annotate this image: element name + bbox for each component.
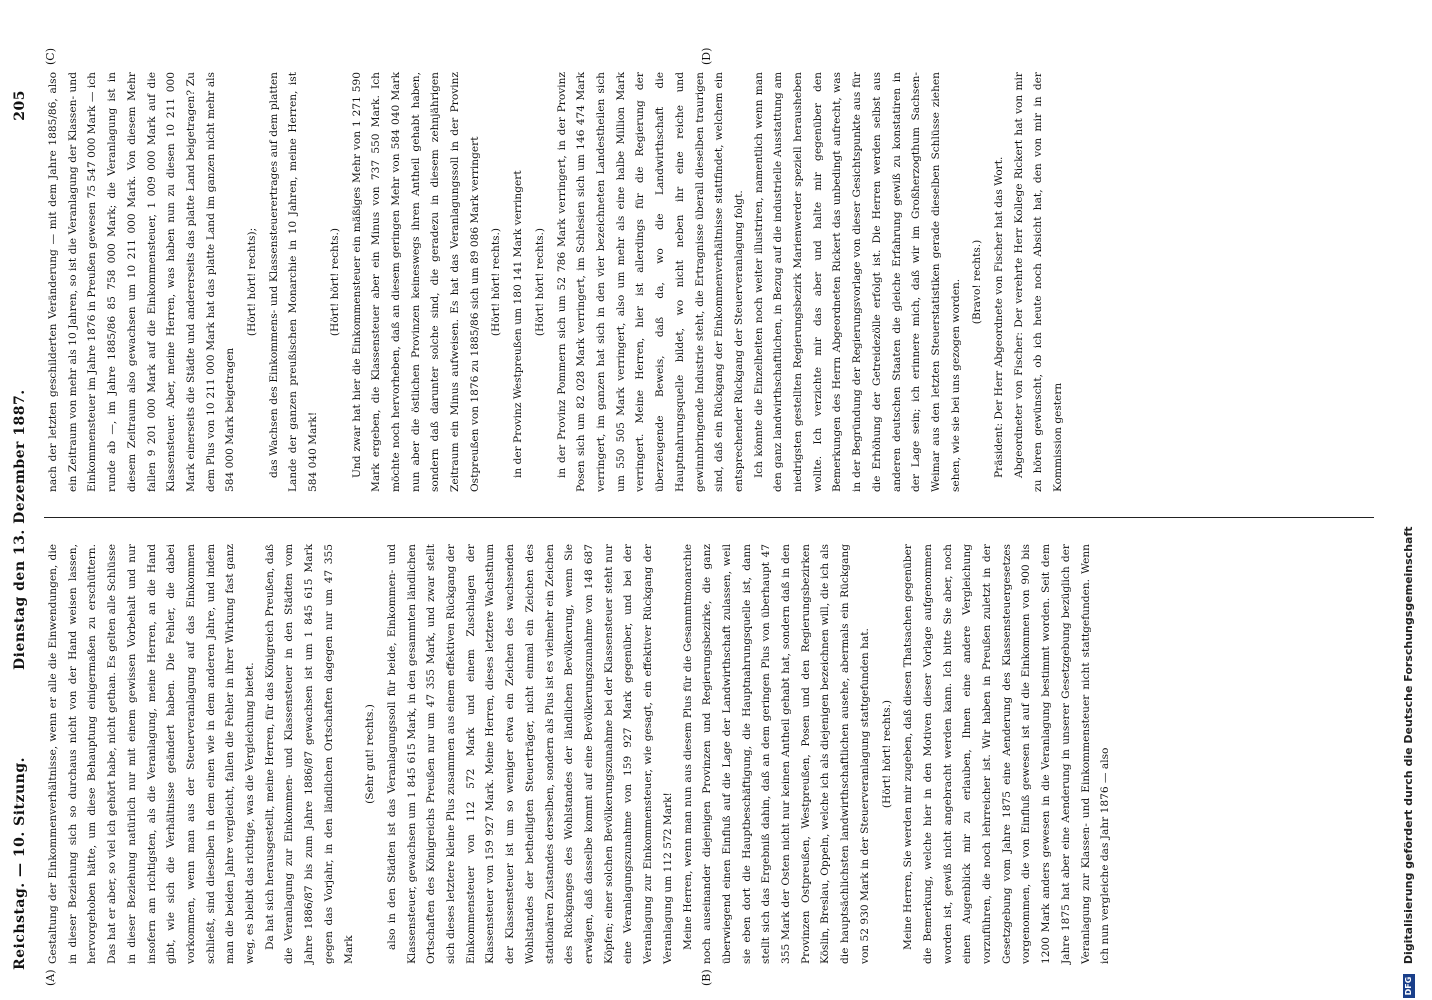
paragraph: Präsident: Der Herr Abgeordnete von Fischer hat das Wort. xyxy=(993,156,1006,478)
page-header xyxy=(12,90,38,970)
page-number: 205 xyxy=(12,90,28,121)
right-column xyxy=(44,72,1069,492)
remark: (Hört! hört! rechts.) xyxy=(490,227,503,337)
remark: (Hört! hört! rechts.) xyxy=(533,227,546,337)
header-date: Dienstag den 13. Dezember 1887. xyxy=(12,389,28,670)
remark: (Hört! hört! rechts.) xyxy=(328,227,341,337)
paragraph: Meine Herren, Sie werden mir zugeben, daß diesen Thatsachen gegenüber die Bemerkung, welche hier in den Motiven dieser Vorlage aufgenommen worden ist, gewiß nicht angebracht werden kann. Ich bitte Sie aber, noch einen Augenblick mir zu erlauben, Ihnen eine andere Vergleichung vorzuführen, die noch lehrreicher ist. Wir haben in Preußen zuletzt in der Gesetzgebung vom Jahre 1875 eine Aenderung des Klassensteuergesetzes vorgenommen, die von Einfluß gewesen ist auf die Einkommen von 900 bis 1200 Mark anders gewesen in die Veranlagung bestimmt worden. Seit dem Jahre 1875 hat aber eine Aenderung in unserer Gesetzgebung bezüglich der Veranlagung zur Klassen- und Einkommensteuer nicht stattgefunden. Wenn ich nun vergleiche das Jahr 1876 — also xyxy=(902,544,1112,964)
margin-mark-c: (C) xyxy=(44,48,57,65)
remark: (Hört! hört! rechts); xyxy=(246,227,259,337)
paragraph: Gestaltung der Einkommenverhältnisse, wenn er alle die Einwendungen, die in dieser Beziehung sich so durchaus nicht von der Hand weisen lassen, hervorgehoben hätte, um diese Behauptung einigermaßen zu erschüttern. Das hat er aber, so viel ich gehört habe, nicht gethan. Es gelten alle Schlüsse in dieser Beziehung natürlich nur mit einem gewissen Vorbehalt und nur insofern am richtigsten, als die Veranlagung, meine Herren, an die Hand gibt, wie sich die Verhältnisse geändert haben. Die Fehler, die dabei vorkommen, wenn man aus der Steuerveranlagung auf das Einkommen schließt, sind dieselben in dem einen wie in dem anderen Jahre, und indem man die beiden Jahre vergleicht, fallen die Fehler in ihrer Wirkung fast ganz weg, es bleibt das richtige, was die Vergleichung bietet. xyxy=(47,544,257,964)
margin-mark-d: (D) xyxy=(700,47,713,65)
column-divider xyxy=(44,517,1374,518)
left-column xyxy=(44,544,1116,964)
dfg-logo-icon: DFG xyxy=(1403,974,1415,998)
paragraph: Ich könnte die Einzelheiten noch weiter illustriren, namentlich wenn man den ganz landwirthschaftlichen, in Bezug auf die industrielle Ausstattung am niedrigsten gestellten Regierungsbezirk Marienwerder speziell herausheben wollte. Ich verzichte mir das aber und halte mir gegenüber den Bemerkungen des Herrn Abgeordneten Rickert das unbedingt aufrecht, was in der Begründung der Regierungsvorlage von dieser Gesichtspunkte aus für die Erhöhung der Getreidezölle erfolgt ist. Die Herren werden selbst aus anderen deutschen Staaten die gleiche Erfahrung gewiß zu konstatiren in der Lage sein; ich erinnere mich, daß wir im Großherzogthum Sachsen-Weimar aus den letzten Steuerstatistiken gerade dieselben Schlüsse ziehen sehen, wie sie bei uns gezogen worden. xyxy=(752,72,962,492)
digitization-footer xyxy=(1402,2,1424,998)
margin-mark-b: (B) xyxy=(700,969,713,986)
remark: (Sehr gut! rechts.) xyxy=(364,704,377,804)
header-session: Reichstag. — 10. Sitzung. xyxy=(12,757,28,970)
paragraph: Da hat sich herausgestellt, meine Herren, für das Königreich Preußen, daß die Veranlagung zur Einkommen- und Klassensteuer in den Städten vom Jahre 1886/87 bis zum Jahre 1886/87 gewachsen ist um 1 845 615 Mark gegen das Vorjahr, in den ländlichen Ortschaften dagegen nur um 47 355 Mark xyxy=(263,544,355,964)
remark: (Hört! hört! rechts.) xyxy=(880,699,893,809)
paragraph: also in den Städten ist das Veranlagungssoll für beide, Einkommen- und Klassensteuer, gewachsen um 1 845 615 Mark, in den gesammten ländlichen Ortschaften des Königreichs Preußen nur um 47 355 Mark, und zwar stellt sich dieses letztere kleine Plus zusammen aus einem effektiven Rückgang der Einkommensteuer von 112 572 Mark und einem Zuschlagen der Klassensteuer von 159 927 Mark. Meine Herren, dieses letztere Wachsthum der Klassensteuer ist um so weniger etwa ein Zeichen des wachsenden Wohlstandes der betheiligten Steuerträger, nicht einmal ein Zeichen des stationären Zustandes derselben, sondern als Plus ist es vielmehr ein Zeichen des Rückganges des Wohlstandes der ländlichen Bevölkerung, wenn Sie erwägen, daß dasselbe kommt auf eine Bevölkerungszunahme von 148 687 Köpfen; einer solchen Bevölkerungszunahme bei der Klassensteuer steht nur eine Veranlagungszunahme von 159 927 Mark gegenüber, und bei der Veranlagung zur Einkommensteuer, wie gesagt, ein effektiver Rückgang der Veranlagung um 112 572 Mark! xyxy=(385,544,674,964)
paragraph: Und zwar hat hier die Einkommensteuer ein mäßiges Mehr von 1 271 590 Mark ergeben, die Klassensteuer aber ein Minus von 737 550 Mark. Ich möchte noch hervorheben, daß an diesem geringen Mehr von 584 040 Mark nun aber die östlichen Provinzen keineswegs ihren Antheil gehabt haben, sondern daß darunter solche sind, die geradezu in diesem zehnjährigen Zeitraum ein Minus aufweisen. Es hat das Veranlagungssoll in der Provinz Ostpreußen von 1876 zu 1885/86 sich um 89 086 Mark verringert xyxy=(350,72,481,492)
paragraph: in der Provinz Pommern sich um 52 786 Mark verringert, in der Provinz Posen sich um 82 028 Mark verringert, im Schlesien sich um 146 474 Mark verringert, im ganzen hat sich in den vier bezeichneten Landestheilen sich um 550 505 Mark verringert, also um mehr als eine halbe Million Mark verringert. Meine Herren, hier ist allerdings für die Regierung der überzeugende Beweis, daß da, wo die Landwirthschaft die Hauptnahrungsquelle bildet, wo nicht neben ihr eine reiche und gewinnbringende Industrie steht, die Ertragnisse überall dieselben traurigen sind, daß ein Rückgang der Einkommenverhältnisse stattfindet, welchem ein entsprechender Rückgang der Steuerveranlagung folgt. xyxy=(555,72,745,492)
paragraph: das Wachsen des Einkommens- und Klassensteuerertrages auf dem platten Lande der ganzen preußischen Monarchie in 10 Jahren, meine Herren, ist 584 040 Mark! xyxy=(267,72,320,492)
remark: (Bravo! rechts.) xyxy=(971,239,984,325)
paragraph: nach der letzten geschilderten Veränderung — mit dem Jahre 1885/86, also ein Zeitraum von mehr als 10 Jahren, so ist die Veranlagung der Klassen- und Einkommensteuer im Jahre 1876 in Preußen gewesen 75 547 000 Mark — ich runde ab —, im Jahre 1885/86 85 758 000 Mark; die Veranlagung ist in diesem Zeitraum also gewachsen um 10 211 000 Mark. Von diesem Mehr fallen 9 201 000 Mark auf die Einkommensteuer, 1 009 000 Mark auf die Klassensteuer. Aber, meine Herren, was haben nun zu diesen 10 211 000 Mark einerseits die Städte und andererseits das platte Land beigetragen? Zu dem Plus von 10 211 000 Mark hat das platte Land im ganzen nicht mehr als 584 000 Mark beigetragen xyxy=(47,72,237,492)
paragraph: Abgeordneter von Fischer: Der verehrte Herr Kollege Rickert hat von mir zu hören gewünscht, ob ich heute noch Absicht hat, den von mir in der Kommission gestern xyxy=(1012,72,1065,492)
margin-mark-a: (A) xyxy=(44,969,57,986)
paragraph: in der Provinz Westpreußen um 180 141 Mark verringert xyxy=(512,170,525,478)
footer-text: Digitalisierung gefördert durch die Deutsche Forschungsgemeinschaft xyxy=(1402,526,1415,965)
paragraph: Meine Herren, wenn man nun aus diesem Plus für die Gesammtmonarchie noch auseinander diejenigen Provinzen und Regierungsbezirke, die ganz überwiegend einen Einfluß auf die Lage der Landwirthschaft zulassen, weil sie eben dort die Hauptbeschäftigung, die Hauptnahrungsquelle ist, dann stellt sich das Ergebniß dahin, daß an dem geringen Plus von überhaupt 47 355 Mark der Osten nicht nur keinen Antheil gehabt hat, sondern daß in den Provinzen Ostpreußen, Westpreußen, Posen und den Regierungsbezirken Köslin, Breslau, Oppeln, welche ich als diejenigen bezeichnen will, die ich als die hauptsächlichsten landwirthschaftlichen ausehe, abermals ein Rückgang von 52 930 Mark in der Steuerveranlagung stattgefunden hat. xyxy=(681,544,871,964)
